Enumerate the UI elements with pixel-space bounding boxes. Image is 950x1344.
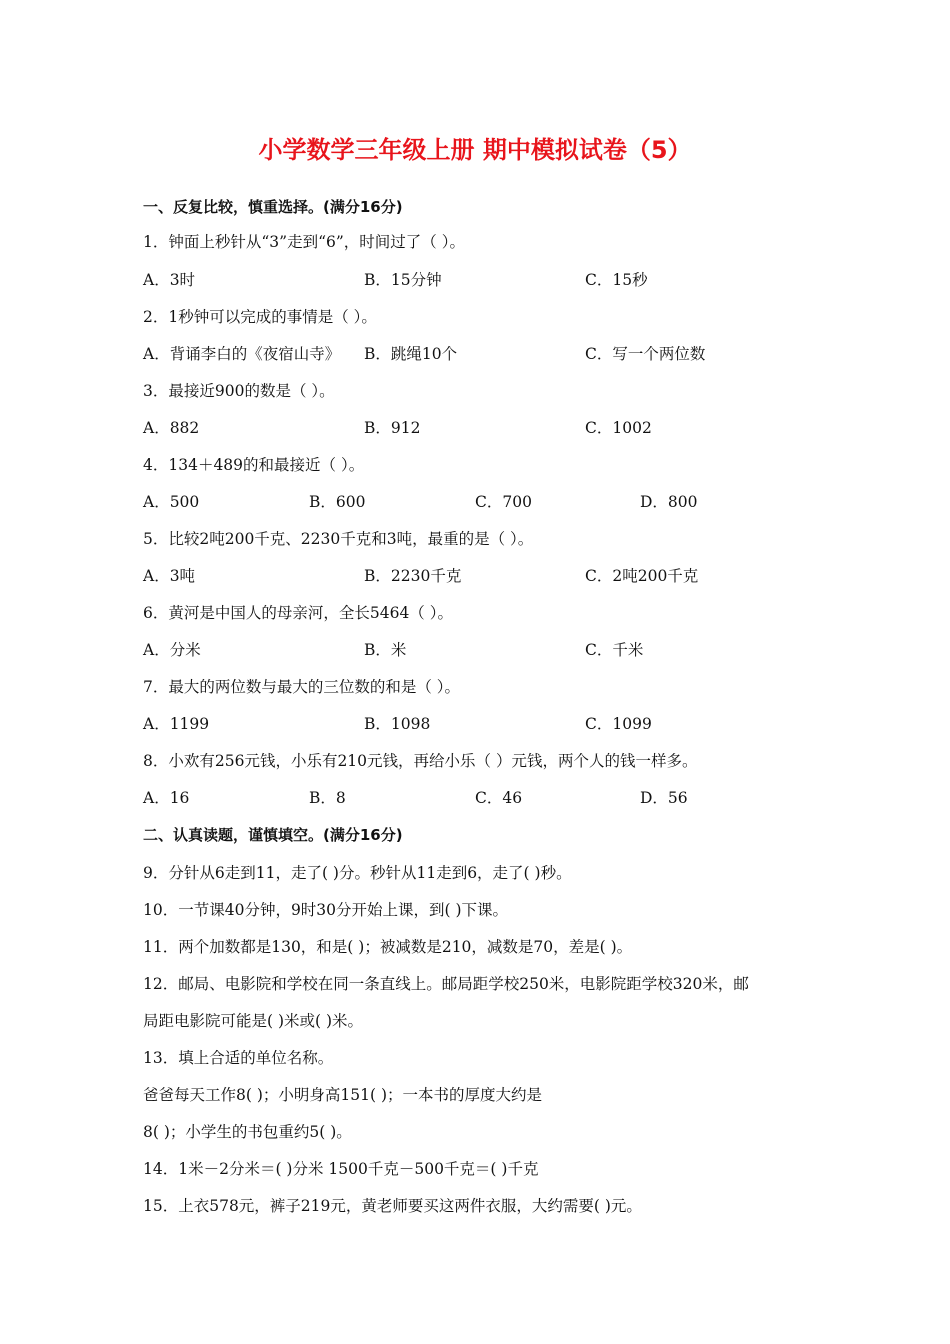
fill-line: 14．1米－2分米＝( )分米 1500千克－500千克＝( )千克: [143, 1160, 539, 1178]
options-row: [143, 786, 803, 810]
option: A．分米: [143, 641, 201, 659]
options-row: [143, 564, 803, 588]
option: C．1002: [585, 419, 652, 437]
fill-line: 局距电影院可能是( )米或( )米。: [143, 1012, 364, 1030]
question-stem: 6．黄河是中国人的母亲河，全长5464（ ）。: [143, 604, 453, 622]
option: A．背诵李白的《夜宿山寺》: [143, 345, 341, 363]
option: B．600: [309, 493, 366, 511]
options-row: [143, 712, 803, 736]
option: B．15分钟: [364, 271, 442, 289]
question-stem: 7．最大的两位数与最大的三位数的和是（ ）。: [143, 678, 461, 696]
fill-line: 8( )；小学生的书包重约5( )。: [143, 1123, 352, 1141]
options-row: [143, 490, 803, 514]
question-stem: 5．比较2吨200千克、2230千克和3吨，最重的是（ ）。: [143, 530, 534, 548]
option: A．500: [143, 493, 200, 511]
options-row: [143, 416, 803, 440]
options-row: [143, 268, 803, 292]
section-heading-1: 一、反复比较，慎重选择。(满分16分): [143, 198, 403, 216]
option: B．2230千克: [364, 567, 462, 585]
option: A．3吨: [143, 567, 196, 585]
section-heading-2: 二、认真读题，谨慎填空。(满分16分): [143, 826, 403, 844]
option: B．8: [309, 789, 346, 807]
option: C．15秒: [585, 271, 648, 289]
option: C．1099: [585, 715, 652, 733]
question-stem: 3．最接近900的数是（ ）。: [143, 382, 335, 400]
fill-line: 10．一节课40分钟，9时30分开始上课，到( )下课。: [143, 901, 509, 919]
question-stem: 2．1秒钟可以完成的事情是（ ）。: [143, 308, 377, 326]
option: C．千米: [585, 641, 644, 659]
fill-line: 12．邮局、电影院和学校在同一条直线上。邮局距学校250米，电影院距学校320米，邮: [143, 975, 749, 993]
option: B．1098: [364, 715, 431, 733]
option: B．米: [364, 641, 407, 659]
fill-line: 11．两个加数都是130，和是( )；被减数是210，减数是70，差是( )。: [143, 938, 633, 956]
option: B．912: [364, 419, 421, 437]
options-row: [143, 638, 803, 662]
question-stem: 8．小欢有256元钱，小乐有210元钱，再给小乐（ ）元钱，两个人的钱一样多。: [143, 752, 698, 770]
option: B．跳绳10个: [364, 345, 458, 363]
page-title: 小学数学三年级上册 期中模拟试卷（5）: [258, 136, 692, 164]
question-stem: 1．钟面上秒针从“3”走到“6”，时间过了（ ）。: [143, 233, 465, 251]
option: A．3时: [143, 271, 196, 289]
fill-line: 爸爸每天工作8( )；小明身高151( )；一本书的厚度大约是: [143, 1086, 542, 1104]
option: A．16: [143, 789, 190, 807]
option: D．800: [640, 493, 698, 511]
option: D．56: [640, 789, 688, 807]
option: C．46: [475, 789, 523, 807]
option: C．2吨200千克: [585, 567, 699, 585]
fill-line: 9．分针从6走到11，走了( )分。秒针从11走到6，走了( )秒。: [143, 864, 572, 882]
option: A．1199: [143, 715, 210, 733]
fill-line: 13．填上合适的单位名称。: [143, 1049, 334, 1067]
option: C．700: [475, 493, 532, 511]
option: C．写一个两位数: [585, 345, 706, 363]
question-stem: 4．134＋489的和最接近（ ）。: [143, 456, 365, 474]
fill-line: 15．上衣578元，裤子219元，黄老师要买这两件衣服，大约需要( )元。: [143, 1197, 642, 1215]
options-row: [143, 342, 803, 366]
option: A．882: [143, 419, 200, 437]
